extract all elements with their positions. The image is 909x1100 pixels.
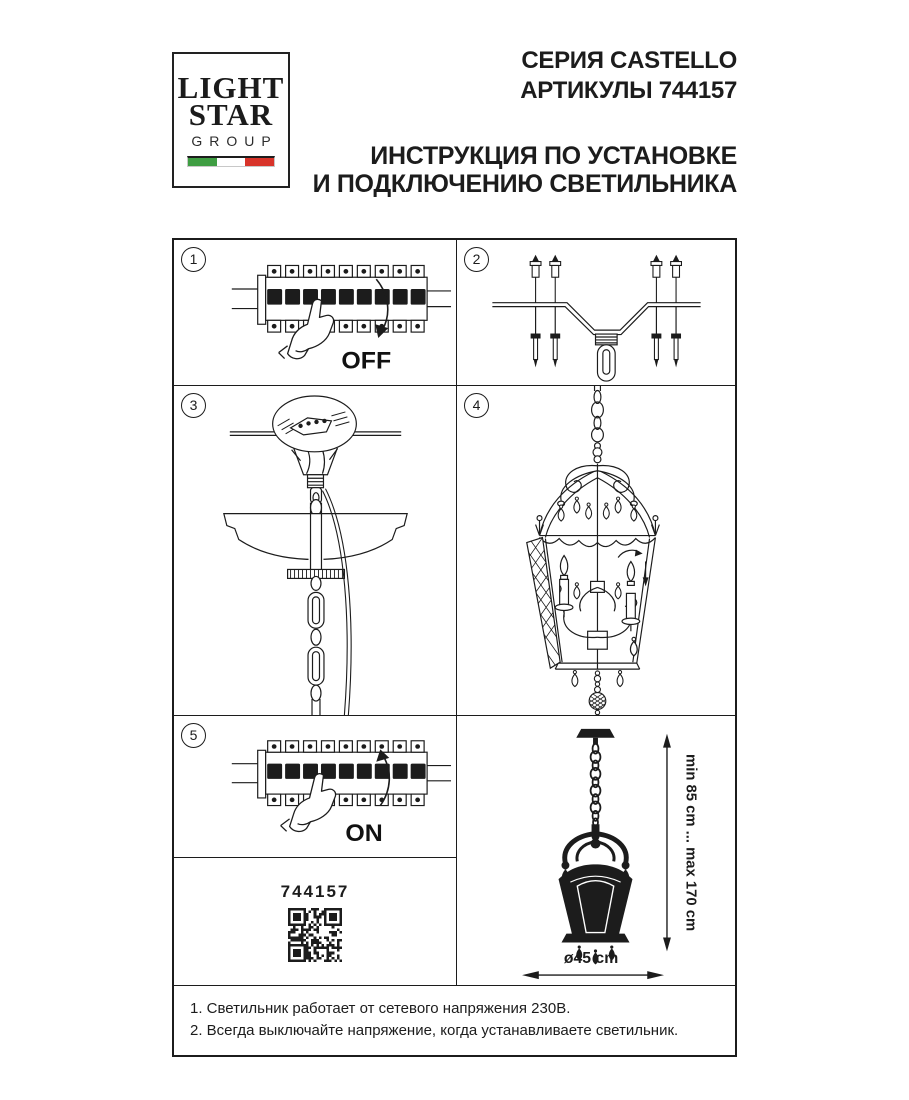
flag-red bbox=[245, 158, 274, 166]
step2-cell bbox=[457, 240, 735, 386]
step1-number-badge: 1 bbox=[181, 247, 206, 272]
qr-article-number: 744157 bbox=[280, 881, 350, 901]
dimensions-diagram bbox=[457, 716, 735, 985]
step5-cell bbox=[174, 716, 457, 858]
ceiling-canopy bbox=[224, 503, 407, 579]
diameter-label: ø45 cm bbox=[563, 950, 619, 968]
logo-line2: STAR bbox=[188, 97, 274, 132]
screw-icon bbox=[672, 334, 681, 367]
safety-notes bbox=[174, 986, 735, 1055]
off-label: OFF bbox=[341, 347, 392, 375]
step1-cell bbox=[174, 240, 457, 386]
instruction-title bbox=[313, 142, 737, 198]
breaker-on-diagram bbox=[174, 716, 456, 857]
document-header bbox=[313, 46, 737, 198]
crystal-drop-icon bbox=[603, 503, 609, 519]
qr-cell bbox=[174, 858, 457, 986]
diameter-dimension bbox=[522, 950, 664, 979]
bracket-mounting-diagram bbox=[457, 240, 735, 385]
flag-green bbox=[188, 158, 217, 166]
wall-anchor-icon bbox=[530, 255, 541, 303]
right-candle-with-bulb bbox=[618, 550, 648, 632]
lightstar-logo bbox=[172, 52, 290, 188]
wall-anchor-icon bbox=[550, 255, 561, 303]
center-hook bbox=[596, 334, 618, 381]
chandelier-assembly-diagram bbox=[457, 386, 735, 715]
circuit-breaker-icon bbox=[232, 741, 451, 806]
candle-bulb-icon bbox=[627, 561, 634, 581]
left-candle bbox=[555, 555, 573, 617]
screw-icon bbox=[551, 334, 560, 367]
instruction-grid bbox=[172, 238, 737, 1057]
article-number-line: АРТИКУЛЫ 744157 bbox=[520, 77, 737, 104]
step3-number-badge: 3 bbox=[181, 393, 206, 418]
instruction-title-line1: ИНСТРУКЦИЯ ПО УСТАНОВКЕ bbox=[370, 142, 737, 170]
crystal-drop-icon bbox=[558, 505, 564, 521]
wall-anchor-icon bbox=[671, 255, 682, 303]
hanging-chain bbox=[308, 576, 324, 715]
on-label: ON bbox=[345, 820, 383, 847]
step2-number-badge: 2 bbox=[464, 247, 489, 272]
crystal-drop-icon bbox=[574, 497, 580, 513]
crystal-drop-icon bbox=[631, 505, 637, 521]
italian-flag-bar bbox=[187, 156, 275, 167]
instruction-title-line2: И ПОДКЛЮЧЕНИЮ СВЕТИЛЬНИКА bbox=[312, 170, 737, 198]
breaker-off-diagram bbox=[174, 240, 456, 385]
flag-white bbox=[217, 158, 246, 166]
crystal-drop-icon bbox=[586, 503, 592, 519]
bottom-finial bbox=[589, 671, 607, 715]
circuit-breaker-icon bbox=[232, 265, 451, 332]
height-range-label: min 85 cm ... max 170 cm bbox=[682, 754, 699, 932]
mesh-panel bbox=[506, 506, 565, 694]
dimensions-cell bbox=[457, 716, 735, 986]
series-title: СЕРИЯ CASTELLO bbox=[521, 47, 737, 74]
crystal-drop-icon bbox=[574, 583, 580, 599]
screw-icon bbox=[531, 334, 540, 367]
logo-line1: LIGHT bbox=[177, 70, 285, 105]
screw-icon bbox=[652, 334, 661, 367]
crystal-drop-icon bbox=[615, 583, 621, 599]
wall-anchor-icon bbox=[651, 255, 662, 303]
step5-number-badge: 5 bbox=[181, 723, 206, 748]
crystal-drop-icon bbox=[615, 497, 621, 513]
height-dimension bbox=[663, 734, 699, 952]
step4-cell bbox=[457, 386, 735, 716]
note-line2: 2. Всегда выключайте напряжение, когда устанавливаете светильник. bbox=[190, 1022, 679, 1039]
mounting-strap bbox=[492, 303, 700, 335]
crystal-drop-icon bbox=[617, 671, 623, 687]
step4-number-badge: 4 bbox=[464, 393, 489, 418]
crystal-drop-icon bbox=[572, 671, 578, 687]
logo-line3: GROUP bbox=[191, 133, 278, 149]
qr-code bbox=[288, 908, 342, 962]
canopy-chain-diagram bbox=[174, 386, 456, 715]
note-line1: 1. Светильник работает от сетевого напряжения 230В. bbox=[190, 1000, 571, 1017]
lamp-silhouette bbox=[559, 729, 633, 968]
step3-cell bbox=[174, 386, 457, 716]
terminal-block-magnifier bbox=[273, 396, 357, 461]
